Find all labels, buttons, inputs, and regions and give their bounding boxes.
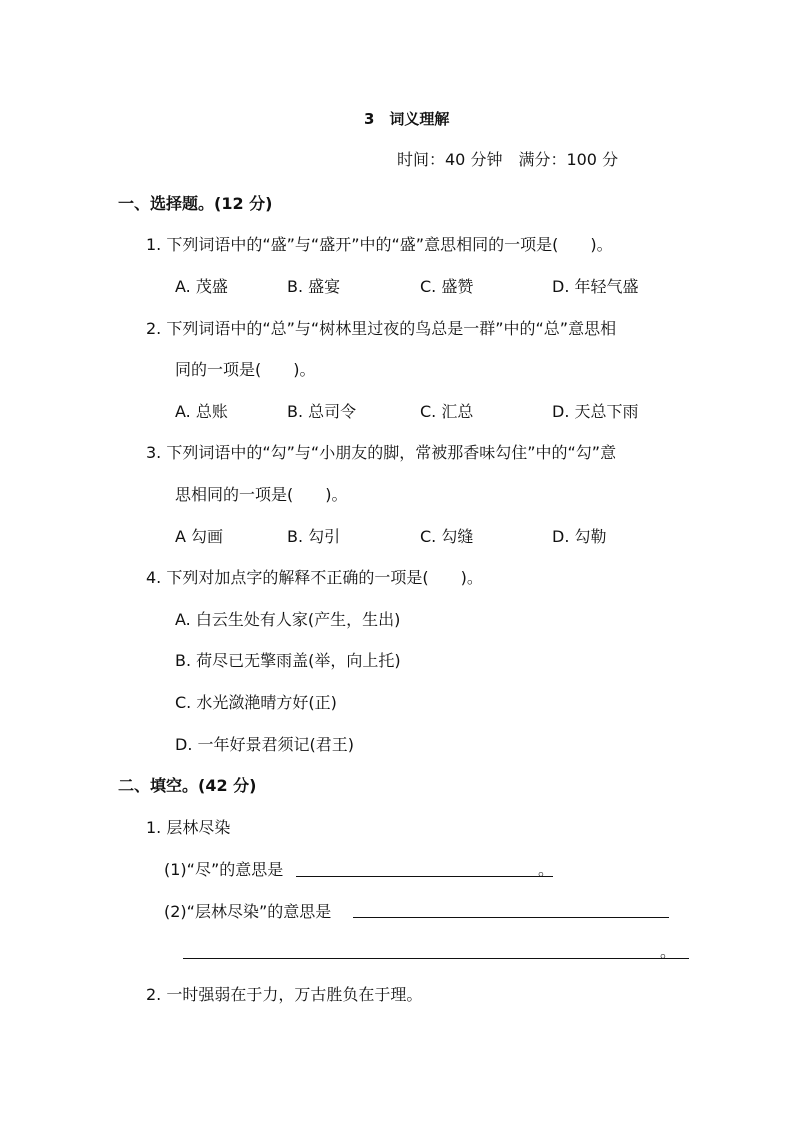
fill-1-sub-1 [164, 857, 283, 880]
q3-option-b: B. 勾引 [287, 527, 341, 546]
q2-option-c: C. 汇总 [420, 402, 474, 421]
q4-option-a: A. 白云生处有人家(产生，生出) [175, 610, 401, 629]
q1-option-c: C. 盛赞 [420, 277, 474, 296]
question-3-line-1: 3. 下列词语中的“勾”与“小朋友的脚，常被那香味勾住”中的“勾”意 [146, 443, 617, 462]
answer-blank-2-continued[interactable] [183, 958, 689, 959]
q3-option-a: A 勾画 [175, 527, 224, 546]
q1-option-b: B. 盛宴 [287, 277, 341, 296]
section-heading-fill: 二、填空。(42 分) [118, 776, 257, 795]
fill-1-sub-2-prompt: (2)“层林尽染”的意思是 [164, 902, 332, 921]
q2-option-a: A. 总账 [175, 402, 228, 421]
q4-option-d: D. 一年好景君须记(君王) [175, 735, 354, 754]
question-2-line-1: 2. 下列词语中的“总”与“树林里过夜的鸟总是一群”中的“总”意思相 [146, 319, 617, 338]
answer-blank-1[interactable] [296, 876, 553, 877]
q3-option-c: C. 勾缝 [420, 527, 474, 546]
fill-1-sub-2-period: 。 [660, 942, 677, 961]
fill-1-sub-1-prompt: (1)“尽”的意思是 [164, 860, 284, 879]
fill-1-sub-2 [164, 899, 331, 922]
q2-option-b: B. 总司令 [287, 402, 357, 421]
q4-option-b: B. 荷尽已无擎雨盖(举，向上托) [175, 651, 401, 670]
question-4: 4. 下列对加点字的解释不正确的一项是( )。 [146, 568, 483, 587]
q3-option-d: D. 勾勒 [552, 527, 607, 546]
q1-option-a: A. 茂盛 [175, 277, 228, 296]
question-1: 1. 下列词语中的“盛”与“盛开”中的“盛”意思相同的一项是( )。 [146, 235, 613, 254]
q2-option-d: D. 天总下雨 [552, 402, 639, 421]
question-3-line-2: 思相同的一项是( )。 [175, 485, 348, 504]
answer-blank-2[interactable] [353, 917, 669, 918]
worksheet-title: 3 词义理解 [364, 110, 450, 128]
section-heading-choice: 一、选择题。(12 分) [118, 194, 273, 213]
q1-option-d: D. 年轻气盛 [552, 277, 639, 296]
q4-option-c: C. 水光潋滟晴方好(正) [175, 693, 337, 712]
fill-1-sub-1-period: 。 [538, 860, 555, 879]
time-and-score: 时间：40 分钟 满分：100 分 [397, 150, 619, 169]
fill-question-1: 1. 层林尽染 [146, 818, 231, 837]
fill-question-2: 2. 一时强弱在于力，万古胜负在于理。 [146, 985, 423, 1004]
question-2-line-2: 同的一项是( )。 [175, 360, 316, 379]
